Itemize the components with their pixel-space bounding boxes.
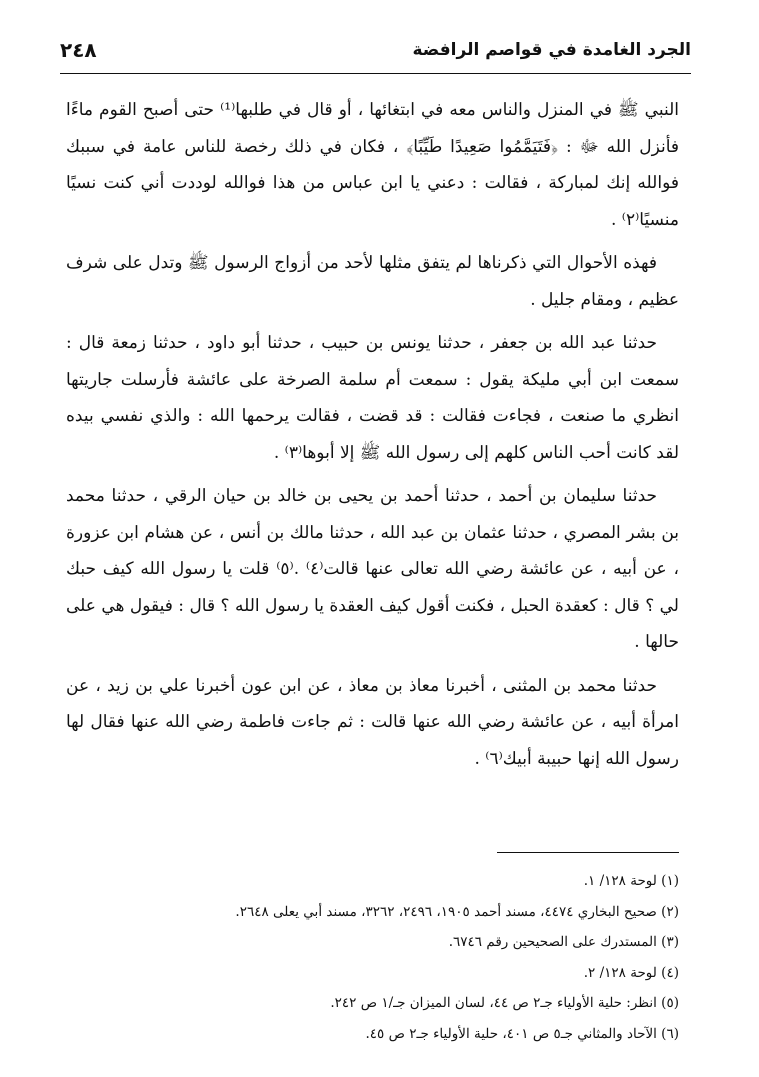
paragraph: النبي ﷺ في المنزل والناس معه في ابتغائها ، أو قال في طلبها⁽¹⁾ حتى أصبح القوم ماءًا فأنزل الله ﷻ : ﴿فَتَيَمَّمُوا صَعِيدًا طَيِّبًا﴾ ، فكان في ذلك رخصة للناس عامة في سببك فوالله إنك لمباركة ، فقالت : دعني يا ابن عباس من هذا فوالله لوددت أني كنت نسيًا منسيًا⁽٢⁾ . — [66, 100, 679, 230]
main-text — [66, 92, 679, 784]
paragraph: فهذه الأحوال التي ذكرناها لم يتفق مثلها لأحد من أزواج الرسول ﷺ وتدل على شرف عظيم ، ومقام جليل . — [66, 253, 679, 310]
running-title: الجرد الغامدة في قواصم الرافضة — [412, 40, 691, 60]
footnote: (٢) صحيح البخاري ٤٤٧٤، مسند أحمد ١٩٠٥، ٢٤٩٦، ٣٢٦٢، مسند أبي يعلى ٢٦٤٨. — [235, 903, 679, 920]
footnote-divider — [497, 852, 679, 853]
paragraph: حدثنا محمد بن المثنى ، أخبرنا معاذ بن معاذ ، عن ابن عون أخبرنا علي بن زيد ، عن امرأة أبيه ، عن عائشة رضي الله عنها قالت : ثم جاءت فاطمة رضي الله عنها فقال لها رسول الله إنها حبيبة أبيك⁽٦⁾ . — [66, 675, 679, 769]
footnote: (٦) الآحاد والمثاني جـ٥ ص ٤٠١، حلية الأولياء جـ٢ ص ٤٥. — [365, 1025, 679, 1042]
footnotes — [66, 866, 679, 1049]
paragraph: حدثنا عبد الله بن جعفر ، حدثنا يونس بن حبيب ، حدثنا أبو داود ، حدثنا زمعة قال : سمعت ابن أبي مليكة يقول : سمعت أم سلمة الصرخة على عائشة فأرسلت جاريتها انظري ما صنعت ، فجاءت فقالت : قد قضت ، فقالت يرحمها الله : والذي نفسي بيده لقد كانت أحب الناس كلهم إلى رسول الله ﷺ إلا أبوها⁽٣⁾ . — [66, 333, 679, 463]
footnote: (١) لوحة ١٢٨/ ١. — [583, 873, 679, 889]
footnote: (٥) انظر: حلية الأولياء جـ٢ ص ٤٤، لسان الميزان جـ/١ ص ٢٤٢. — [330, 995, 679, 1011]
paragraph: حدثنا سليمان بن أحمد ، حدثنا أحمد بن يحيى بن خالد بن حيان الرقي ، حدثنا محمد بن بشر المصري ، حدثنا عثمان بن عبد الله ، حدثنا مالك بن أنس ، عن هشام ابن عزورة ، عن أبيه ، عن عائشة رضي الله تعالى عنها قالت⁽٤⁾ .⁽٥⁾ قلت يا رسول الله كيف حبك لي ؟ قال : كعقدة الحبل ، فكنت أقول كيف العقدة يا رسول الله ؟ قال : فيقول هي على حالها . — [66, 486, 679, 652]
header-divider — [60, 73, 691, 74]
page-number: ٢٤٨ — [60, 38, 97, 62]
page-header — [60, 30, 691, 70]
footnote: (٣) المستدرك على الصحيحين رقم ٦٧٤٦. — [448, 934, 679, 950]
footnote: (٤) لوحة ١٢٨/ ٢. — [583, 964, 679, 981]
